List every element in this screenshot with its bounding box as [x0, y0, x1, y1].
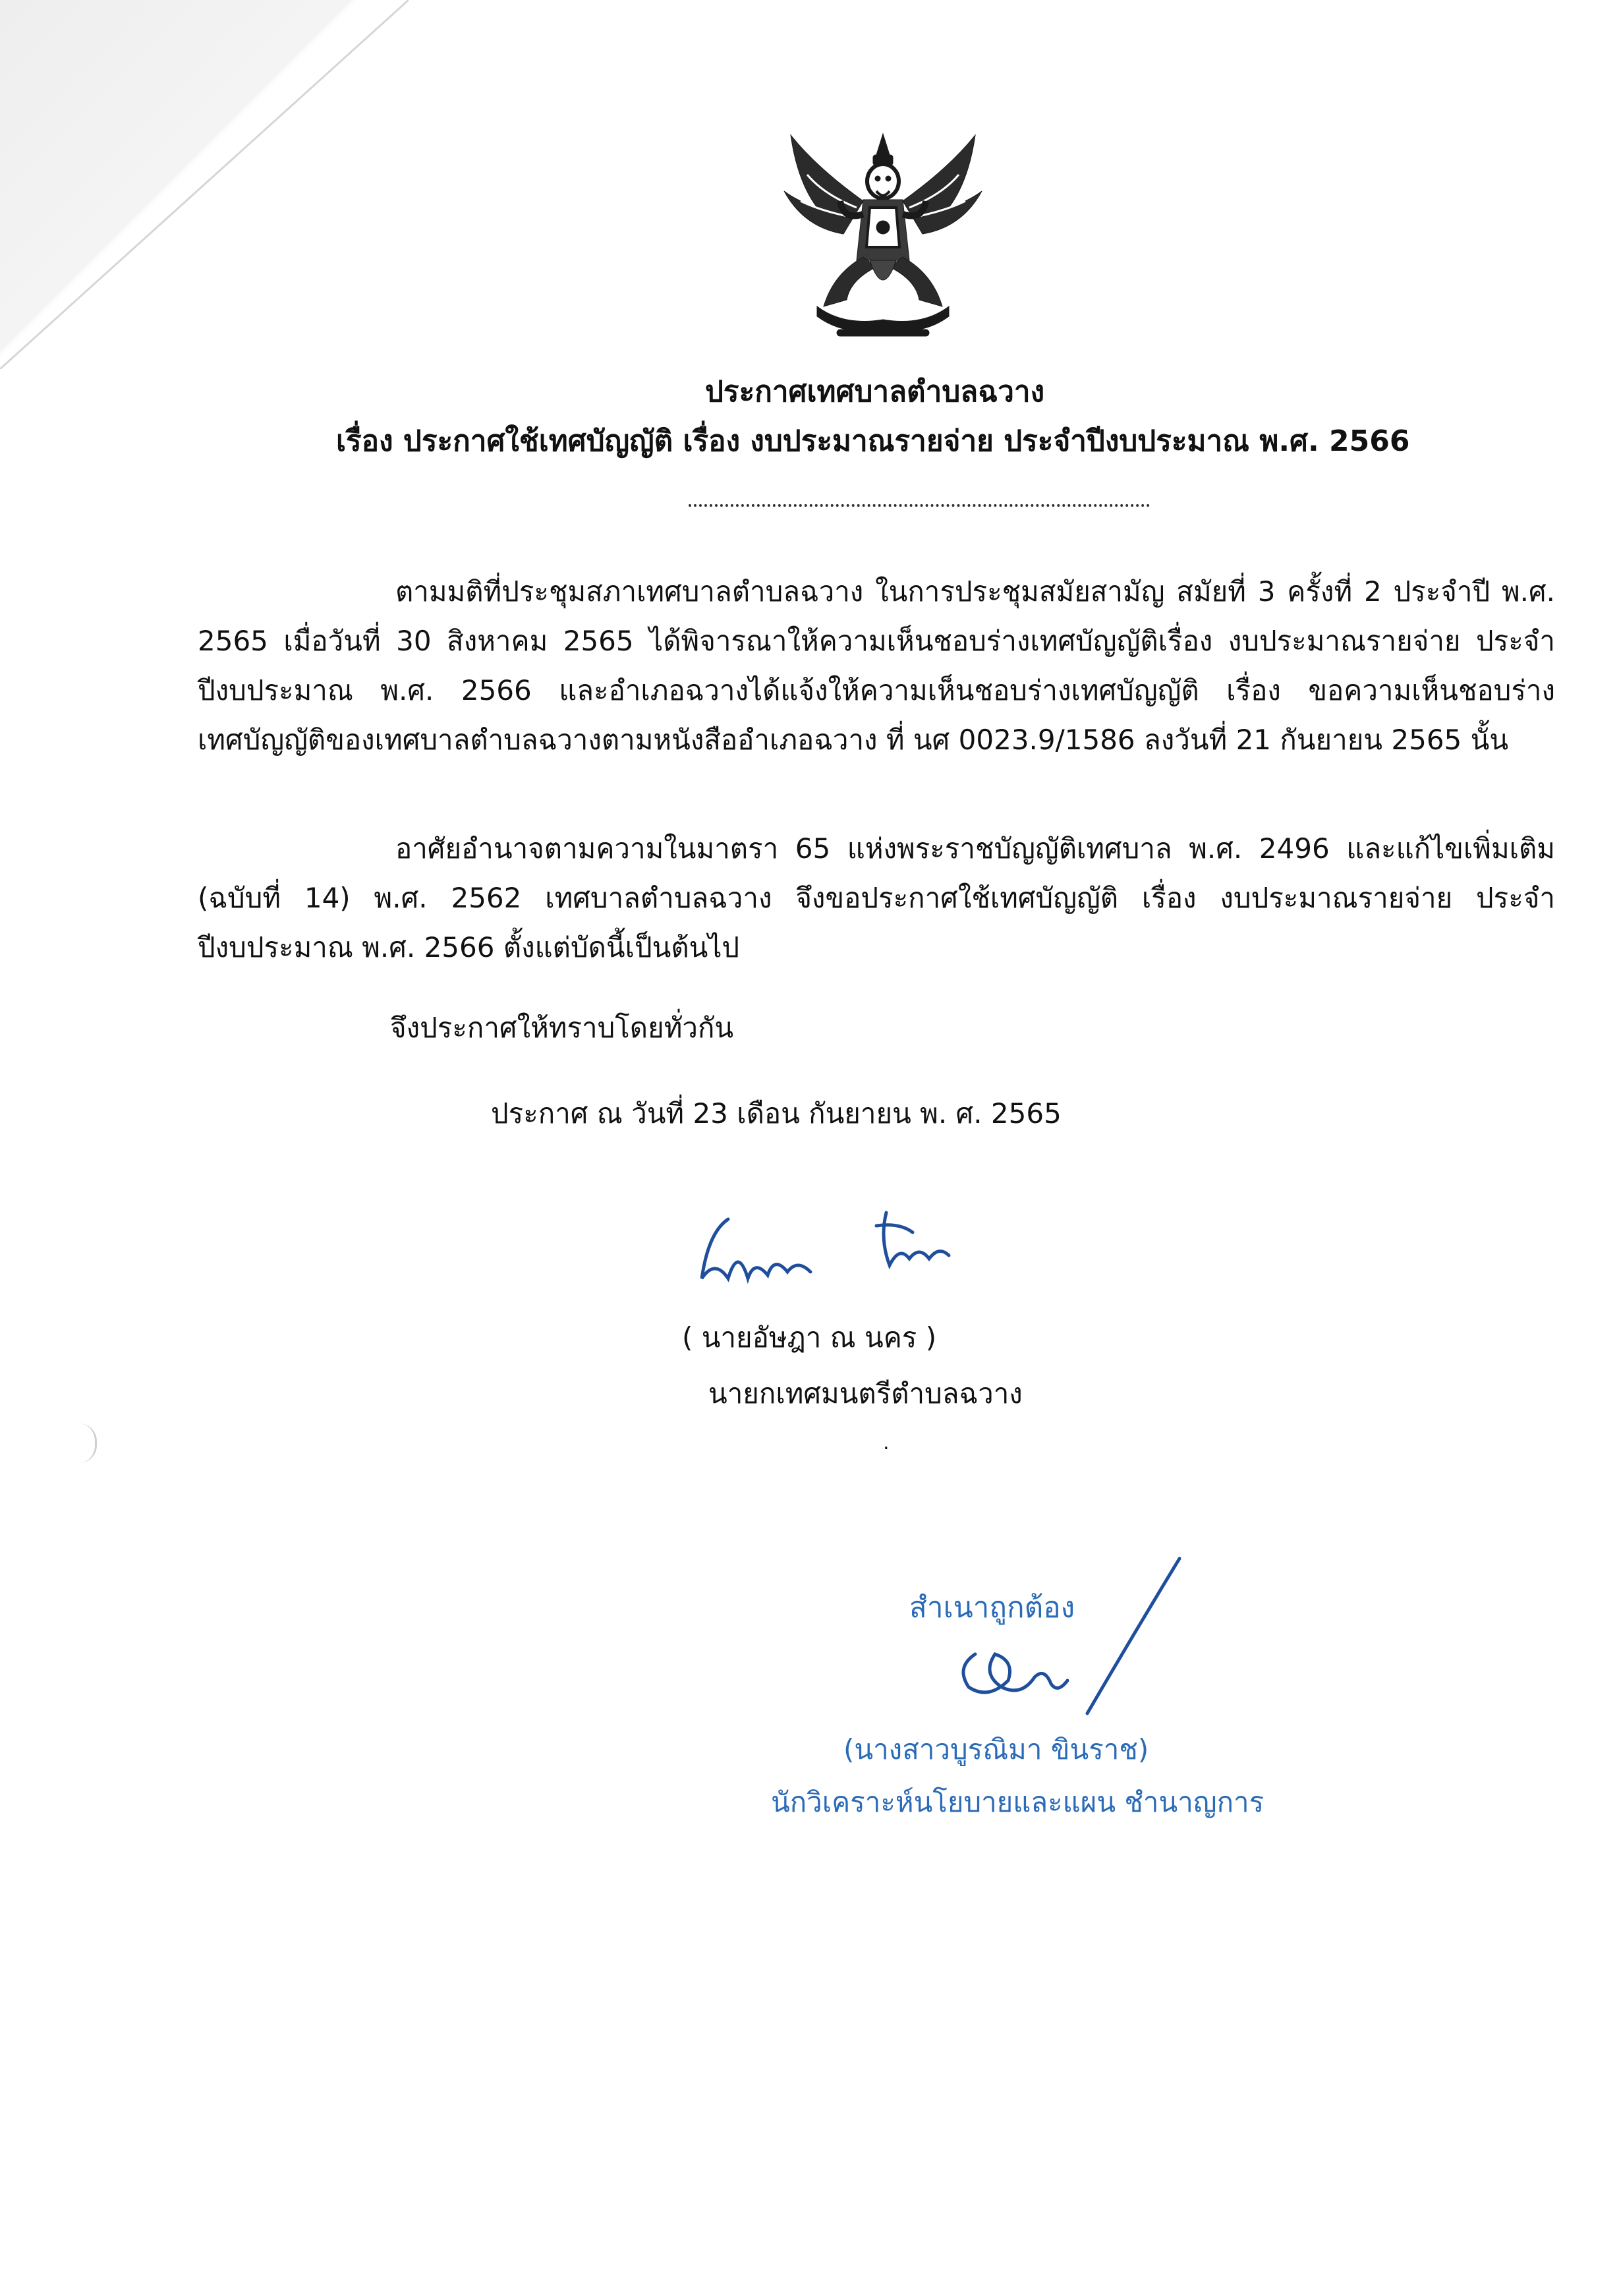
dotted-separator [689, 504, 1150, 507]
certifier-position: นักวิเคราะห์นโยบายและแผน ชำนาญการ [771, 1786, 1264, 1818]
stray-dot: . [883, 1431, 890, 1454]
certifier-name: (นางสาวบูรณิมา ขินราช) [843, 1733, 1149, 1765]
closing-statement: จึงประกาศให้ทราบโดยทั่วกัน [390, 1012, 734, 1044]
mayor-signature-icon [689, 1206, 1038, 1311]
body-paragraph-2 [198, 824, 1555, 972]
announcement-date: ประกาศ ณ วันที่ 23 เดือน กันยายน พ. ศ. 2565 [491, 1097, 1062, 1130]
announcement-subject: เรื่อง ประกาศใช้เทศบัญญัติ เรื่อง งบประมาณรายจ่าย ประจำปีงบประมาณ พ.ศ. 2566 [336, 424, 1410, 458]
paragraph-1-text: ตามมติที่ประชุมสภาเทศบาลตำบลฉวาง ในการประชุมสมัยสามัญ สมัยที่ 3 ครั้งที่ 2 ประจำปี พ.ศ. 2565 เมื่อวันที่ 30 สิงหาคม 2565 ได้พิจารณาให้ความเห็นชอบร่างเทศบัญญัติเรื่อง งบประมาณรายจ่าย ประจำปีงบประมาณ พ.ศ. 2566 และอำเภอฉวางได้แจ้งให้ความเห็นชอบร่างเทศบัญญัติ เรื่อง ขอความเห็นชอบร่างเทศบัญญัติของเทศบาลตำบลฉวางตามหนังสืออำเภอฉวาง ที่ นศ 0023.9/1586 ลงวันที่ 21 กันยายน 2565 นั้น [198, 575, 1555, 756]
body-paragraph-1 [198, 567, 1555, 764]
mayor-position: นายกเทศมนตรีตำบลฉวาง [708, 1377, 1023, 1410]
paragraph-2-text: อาศัยอำนาจตามความในมาตรา 65 แห่งพระราชบัญญัติเทศบาล พ.ศ. 2496 และแก้ไขเพิ่มเติม (ฉบับที่ 14) พ.ศ. 2562 เทศบาลตำบลฉวาง จึงขอประกาศใช้เทศบัญญัติ เรื่อง งบประมาณรายจ่าย ประจำปีงบประมาณ พ.ศ. 2566 ตั้งแต่บัดนี้เป็นต้นไป [198, 832, 1555, 963]
page-fold-corner [0, 0, 409, 369]
mayor-name: ( นายอัษฎา ณ นคร ) [682, 1321, 937, 1354]
certified-copy-stamp: สำเนาถูกต้อง [909, 1591, 1075, 1624]
garuda-emblem-icon [771, 129, 995, 346]
announcement-title: ประกาศเทศบาลตำบลฉวาง [705, 375, 1045, 409]
scan-margin-mark [79, 1423, 97, 1463]
